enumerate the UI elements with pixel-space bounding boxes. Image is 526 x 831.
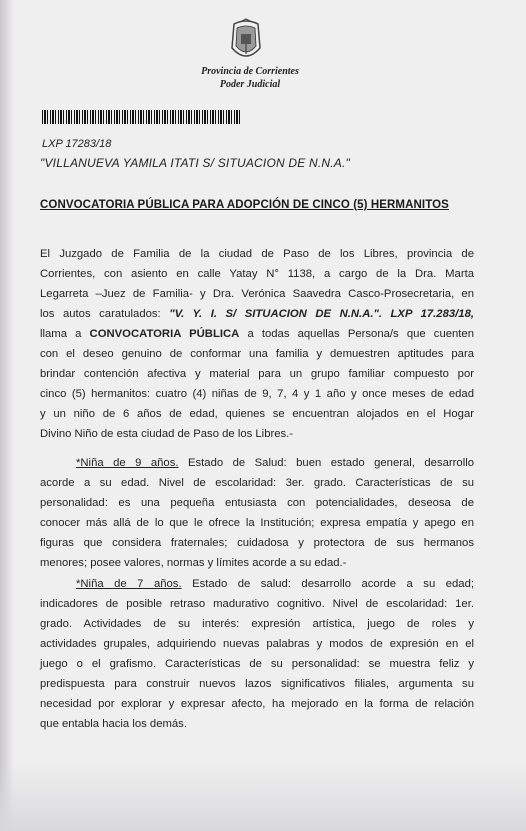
nina-9-label: *Niña de 9 años. (76, 457, 179, 469)
text-line: actividades grupales, adquiriendo nuevas palabras y modos de expresión en el (40, 638, 474, 650)
provincial-seal-icon (226, 18, 266, 64)
document-heading: CONVOCATORIA PÚBLICA PARA ADOPCIÓN DE CINCO (5) HERMANITOS (40, 199, 449, 211)
text-line: acorde a su edad. Nivel de escolaridad: 3er. grado. Características de su (40, 477, 474, 489)
text-line: predispuesta para construir nuevos lazos significativos filiales, argumenta su (40, 678, 474, 690)
text-line: menores; posee valores, normas y límites acorde a su edad.- (40, 557, 347, 569)
province-name: Provincia de Corrientes (201, 66, 299, 77)
text-line: los autos caratulados: "V. Y. I. S/ SITUACION DE N.N.A.". LXP 17.283/18, (40, 308, 474, 320)
nina-7-label: *Niña de 7 años. (76, 578, 182, 590)
text-line: que entabla hacia los demás. (40, 718, 187, 730)
case-number: LXP 17283/18 (42, 138, 112, 150)
text-line: *Niña de 7 años. Estado de salud: desarrollo acorde a su edad; (76, 578, 474, 590)
page-bottom-shade (0, 761, 526, 831)
convocatoria-label: CONVOCATORIA PÚBLICA (89, 328, 240, 340)
case-barcode (42, 110, 242, 124)
text-line: figuras que considera fraternales; cuidadosa y protectora de sus hermanos (40, 537, 474, 549)
text-line: brindar contención afectiva y material para un grupo familiar compuesto por (40, 368, 474, 380)
text-line: indicadores de posible retraso madurativo cognitivo. Nivel de escolaridad: 1er. (40, 598, 474, 610)
text-line: *Niña de 9 años. Estado de Salud: buen estado general, desarrollo (76, 457, 475, 469)
text-line: El Juzgado de Familia de la ciudad de Paso de los Libres, provincia de (40, 248, 474, 260)
text-line: con el deseo genuino de conformar una familia y demuestren aptitudes para (40, 348, 474, 360)
text-line: y un niño de 6 años de edad, quienes se encuentran alojados en el Hogar (40, 408, 474, 420)
text-line: necesidad por explorar y expresar afecto, ha mejorado en la forma de relación (40, 698, 474, 710)
case-caption: "V. Y. I. S/ SITUACION DE N.N.A.". LXP 17.283/18, (169, 308, 474, 320)
nina-7-paragraph (40, 574, 474, 734)
text-line: personalidad: es una pequeña entusiasta con potencialidades, deseosa de (40, 497, 474, 509)
case-title: "VILLANUEVA YAMILA ITATI S/ SITUACION DE N.N.A." (40, 156, 350, 170)
text-line: Legarreta –Juez de Familia- y Dra. Verónica Saavedra Casco-Prosecretaria, en (40, 288, 474, 300)
intro-paragraph (40, 244, 474, 444)
text-line: Corrientes, con asiento en calle Yatay N° 1138, a cargo de la Dra. Marta (40, 268, 474, 280)
text-line: llama a CONVOCATORIA PÚBLICA a todas aquellas Persona/s que cuenten (40, 328, 474, 340)
judicial-branch: Poder Judicial (219, 79, 281, 90)
text-line: Divino Niño de esta ciudad de Paso de los Libres.- (40, 428, 294, 440)
page-edge-shadow (0, 0, 14, 831)
text-line: juego o el grafismo. Características de su personalidad: se muestra feliz y (40, 658, 474, 670)
text-line: cinco (5) hermanitos: cuatro (4) niñas de 9, 7, 4 y 1 año y once meses de edad (40, 388, 474, 400)
text-line: grado. Actividades de su interés: expresión artística, juego de roles y (40, 618, 474, 630)
text-line: conocer más allá de lo que le ofrece la Institución; expresa empatía y apego en (40, 517, 474, 529)
nina-9-paragraph (40, 453, 474, 573)
